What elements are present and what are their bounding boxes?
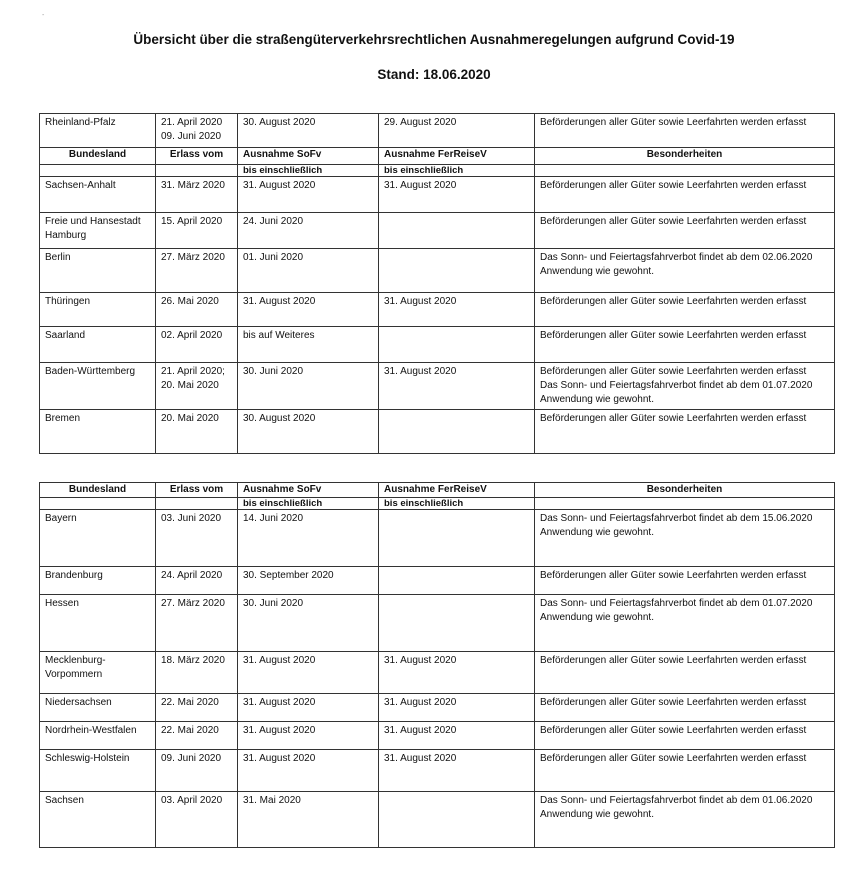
cell-besonderheiten: Beförderungen aller Güter sowie Leerfahrten werden erfasst bbox=[535, 327, 835, 363]
cell-erlass bbox=[156, 114, 238, 148]
cell-erlass: 22. Mai 2020 bbox=[156, 722, 238, 750]
table-row bbox=[40, 177, 835, 213]
erlass-line: 09. Juni 2020 bbox=[161, 131, 222, 142]
cell-sofv: 31. August 2020 bbox=[238, 722, 379, 750]
cell-ferreisev: 31. August 2020 bbox=[379, 694, 535, 722]
header-sofv: Ausnahme SoFv bbox=[238, 148, 379, 165]
cell-besonderheiten: Das Sonn- und Feiertagsfahrverbot findet ab dem 01.06.2020 Anwendung wie gewohnt. bbox=[535, 792, 835, 848]
cell-ferreisev: 31. August 2020 bbox=[379, 293, 535, 327]
header-ferreisev: Ausnahme FerReiseV bbox=[379, 148, 535, 165]
cell-sofv: 24. Juni 2020 bbox=[238, 213, 379, 249]
cell-erlass: 15. April 2020 bbox=[156, 213, 238, 249]
cell-ferreisev bbox=[379, 410, 535, 454]
erlass-line: 21. April 2020; bbox=[161, 366, 225, 377]
header-ferreisev: Ausnahme FerReiseV bbox=[379, 483, 535, 498]
header-bundesland: Bundesland bbox=[40, 483, 156, 498]
cell-bundesland: Sachsen bbox=[40, 792, 156, 848]
cell-besonderheiten: Beförderungen aller Güter sowie Leerfahrten werden erfasst bbox=[535, 177, 835, 213]
document-title: Übersicht über die straßengüterverkehrsrechtlichen Ausnahmeregelungen aufgrund Covid-19 bbox=[133, 32, 735, 47]
table-exemptions-2 bbox=[39, 482, 835, 848]
table-exemptions-1 bbox=[39, 113, 835, 454]
cell-erlass bbox=[156, 363, 238, 410]
table-row bbox=[40, 722, 835, 750]
cell-erlass: 26. Mai 2020 bbox=[156, 293, 238, 327]
cell-ferreisev bbox=[379, 567, 535, 595]
cell-ferreisev bbox=[379, 510, 535, 567]
table-row bbox=[40, 652, 835, 694]
subheader-sofv: bis einschließlich bbox=[238, 498, 379, 510]
besonderheiten-line: Beförderungen aller Güter sowie Leerfahrten werden erfasst bbox=[540, 366, 807, 377]
cell-erlass: 27. März 2020 bbox=[156, 595, 238, 652]
cell-bundesland: Sachsen-Anhalt bbox=[40, 177, 156, 213]
cell-besonderheiten: Das Sonn- und Feiertagsfahrverbot findet ab dem 15.06.2020 Anwendung wie gewohnt. bbox=[535, 510, 835, 567]
besonderheiten-line: Das Sonn- und Feiertagsfahrverbot findet ab dem 01.07.2020 Anwendung wie gewohnt. bbox=[540, 380, 813, 405]
header-erlass: Erlass vom bbox=[156, 148, 238, 165]
cell-bundesland: Rheinland-Pfalz bbox=[40, 114, 156, 148]
table-row bbox=[40, 595, 835, 652]
cell-besonderheiten: Beförderungen aller Güter sowie Leerfahrten werden erfasst bbox=[535, 293, 835, 327]
cell-bundesland: Niedersachsen bbox=[40, 694, 156, 722]
cell-besonderheiten bbox=[535, 363, 835, 410]
cell-besonderheiten: Beförderungen aller Güter sowie Leerfahrten werden erfasst bbox=[535, 567, 835, 595]
cell-bundesland: Baden-Württemberg bbox=[40, 363, 156, 410]
cell-sofv: 30. September 2020 bbox=[238, 567, 379, 595]
cell-ferreisev bbox=[379, 792, 535, 848]
table-row bbox=[40, 410, 835, 454]
cell-erlass: 22. Mai 2020 bbox=[156, 694, 238, 722]
table-row bbox=[40, 114, 835, 148]
cell-besonderheiten: Beförderungen aller Güter sowie Leerfahrten werden erfasst bbox=[535, 694, 835, 722]
subheader-empty bbox=[535, 165, 835, 177]
cell-erlass: 09. Juni 2020 bbox=[156, 750, 238, 792]
cell-erlass: 02. April 2020 bbox=[156, 327, 238, 363]
cell-bundesland: Brandenburg bbox=[40, 567, 156, 595]
cell-besonderheiten: Beförderungen aller Güter sowie Leerfahrten werden erfasst bbox=[535, 410, 835, 454]
cell-sofv: 30. Juni 2020 bbox=[238, 363, 379, 410]
table-row bbox=[40, 694, 835, 722]
table-header-row bbox=[40, 148, 835, 165]
cell-besonderheiten: Beförderungen aller Güter sowie Leerfahrten werden erfasst bbox=[535, 750, 835, 792]
cell-bundesland: Berlin bbox=[40, 249, 156, 293]
cell-besonderheiten: Das Sonn- und Feiertagsfahrverbot findet ab dem 01.07.2020 Anwendung wie gewohnt. bbox=[535, 595, 835, 652]
subheader-empty bbox=[40, 165, 156, 177]
subheader-empty bbox=[535, 498, 835, 510]
cell-sofv: bis auf Weiteres bbox=[238, 327, 379, 363]
cell-sofv: 31. August 2020 bbox=[238, 293, 379, 327]
cell-ferreisev bbox=[379, 249, 535, 293]
cell-sofv: 30. Juni 2020 bbox=[238, 595, 379, 652]
table-row bbox=[40, 293, 835, 327]
cell-ferreisev: 31. August 2020 bbox=[379, 652, 535, 694]
cell-erlass: 18. März 2020 bbox=[156, 652, 238, 694]
subheader-empty bbox=[156, 165, 238, 177]
cell-erlass: 31. März 2020 bbox=[156, 177, 238, 213]
cell-besonderheiten: Beförderungen aller Güter sowie Leerfahrten werden erfasst bbox=[535, 652, 835, 694]
cell-ferreisev: 31. August 2020 bbox=[379, 363, 535, 410]
subheader-sofv: bis einschließlich bbox=[238, 165, 379, 177]
cell-ferreisev bbox=[379, 595, 535, 652]
cell-ferreisev: 29. August 2020 bbox=[379, 114, 535, 148]
table-row bbox=[40, 327, 835, 363]
table-row bbox=[40, 792, 835, 848]
cell-besonderheiten: Beförderungen aller Güter sowie Leerfahrten werden erfasst bbox=[535, 722, 835, 750]
cell-bundesland: Mecklenburg-Vorpommern bbox=[40, 652, 156, 694]
cell-bundesland: Bayern bbox=[40, 510, 156, 567]
cell-bundesland: Hessen bbox=[40, 595, 156, 652]
table-row bbox=[40, 249, 835, 293]
cell-sofv: 14. Juni 2020 bbox=[238, 510, 379, 567]
table-header-row bbox=[40, 483, 835, 498]
cell-bundesland: Schleswig-Holstein bbox=[40, 750, 156, 792]
table-row bbox=[40, 567, 835, 595]
cell-bundesland: Saarland bbox=[40, 327, 156, 363]
table-subheader-row bbox=[40, 165, 835, 177]
subheader-empty bbox=[40, 498, 156, 510]
document-date: Stand: 18.06.2020 bbox=[377, 67, 491, 82]
cell-sofv: 31. Mai 2020 bbox=[238, 792, 379, 848]
header-besonderheiten: Besonderheiten bbox=[535, 148, 835, 165]
header-besonderheiten: Besonderheiten bbox=[535, 483, 835, 498]
cell-erlass: 27. März 2020 bbox=[156, 249, 238, 293]
erlass-line: 21. April 2020 bbox=[161, 117, 223, 128]
cell-erlass: 03. April 2020 bbox=[156, 792, 238, 848]
cell-bundesland: Bremen bbox=[40, 410, 156, 454]
cell-besonderheiten: Beförderungen aller Güter sowie Leerfahrten werden erfasst bbox=[535, 213, 835, 249]
cell-sofv: 31. August 2020 bbox=[238, 750, 379, 792]
cell-bundesland: Nordrhein-Westfalen bbox=[40, 722, 156, 750]
cell-ferreisev bbox=[379, 213, 535, 249]
header-bundesland: Bundesland bbox=[40, 148, 156, 165]
table-row bbox=[40, 213, 835, 249]
header-erlass: Erlass vom bbox=[156, 483, 238, 498]
subheader-empty bbox=[156, 498, 238, 510]
erlass-line: 20. Mai 2020 bbox=[161, 380, 219, 391]
cell-sofv: 30. August 2020 bbox=[238, 114, 379, 148]
header-sofv: Ausnahme SoFv bbox=[238, 483, 379, 498]
cell-sofv: 31. August 2020 bbox=[238, 177, 379, 213]
cell-bundesland: Thüringen bbox=[40, 293, 156, 327]
cell-ferreisev: 31. August 2020 bbox=[379, 750, 535, 792]
cell-erlass: 20. Mai 2020 bbox=[156, 410, 238, 454]
table-row bbox=[40, 363, 835, 410]
corner-mark: - bbox=[42, 12, 45, 19]
subheader-ferreisev: bis einschließlich bbox=[379, 498, 535, 510]
cell-sofv: 30. August 2020 bbox=[238, 410, 379, 454]
table-row bbox=[40, 510, 835, 567]
table-subheader-row bbox=[40, 498, 835, 510]
cell-sofv: 31. August 2020 bbox=[238, 652, 379, 694]
cell-erlass: 03. Juni 2020 bbox=[156, 510, 238, 567]
cell-ferreisev: 31. August 2020 bbox=[379, 177, 535, 213]
cell-besonderheiten: Das Sonn- und Feiertagsfahrverbot findet ab dem 02.06.2020 Anwendung wie gewohnt. bbox=[535, 249, 835, 293]
cell-erlass: 24. April 2020 bbox=[156, 567, 238, 595]
cell-besonderheiten: Beförderungen aller Güter sowie Leerfahrten werden erfasst bbox=[535, 114, 835, 148]
table-row bbox=[40, 750, 835, 792]
cell-sofv: 01. Juni 2020 bbox=[238, 249, 379, 293]
cell-ferreisev bbox=[379, 327, 535, 363]
cell-sofv: 31. August 2020 bbox=[238, 694, 379, 722]
subheader-ferreisev: bis einschließlich bbox=[379, 165, 535, 177]
cell-bundesland: Freie und Hansestadt Hamburg bbox=[40, 213, 156, 249]
cell-ferreisev: 31. August 2020 bbox=[379, 722, 535, 750]
